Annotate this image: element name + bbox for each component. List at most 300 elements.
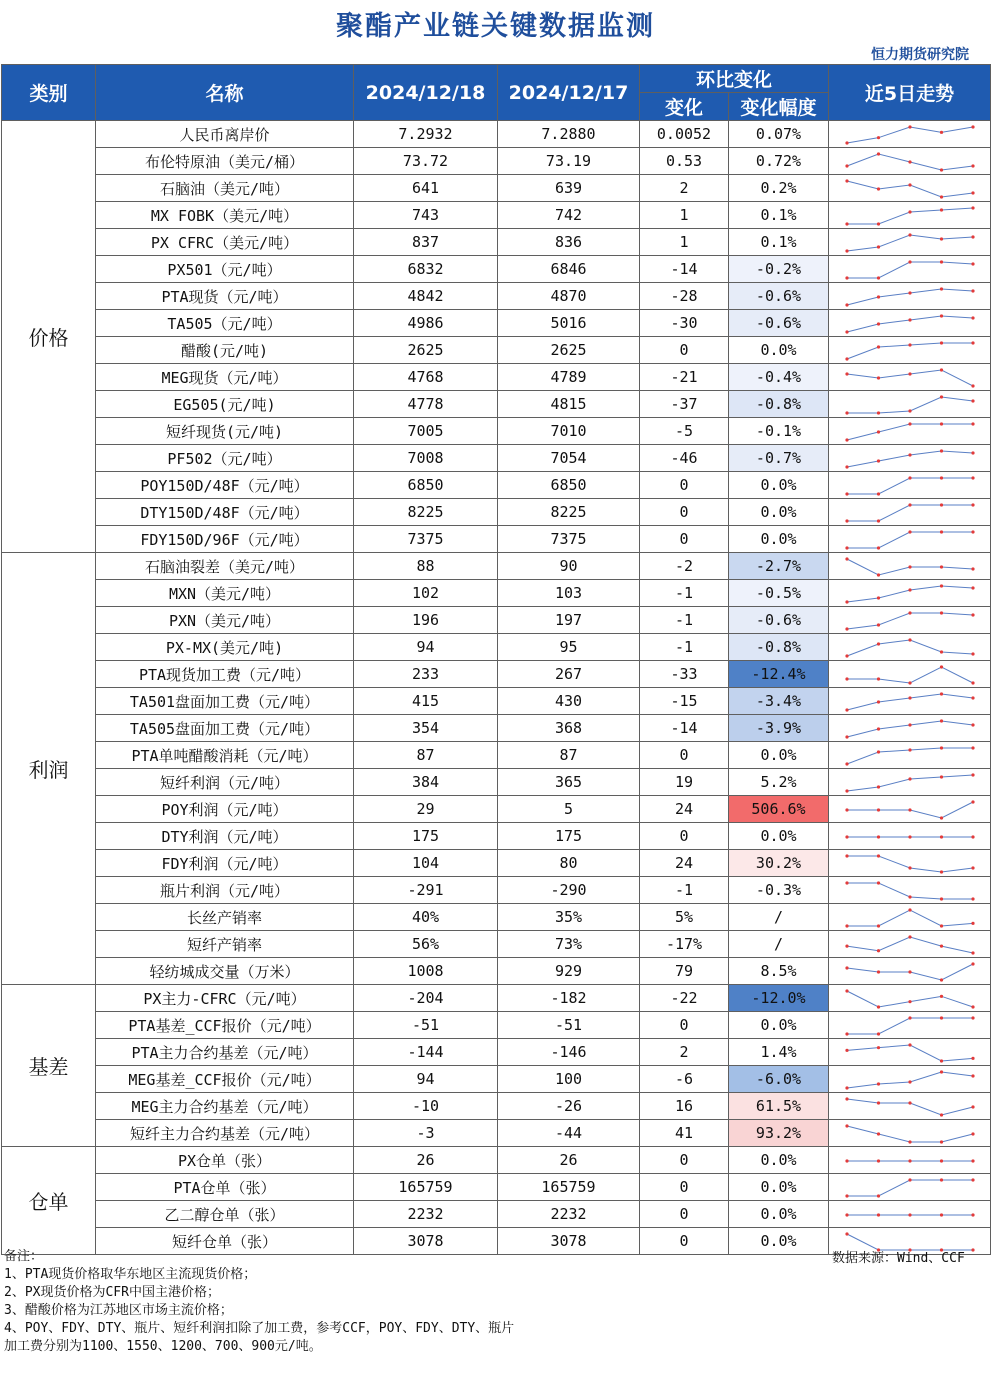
- table-row: [2, 526, 991, 553]
- name-cell: 短纤现货(元/吨): [96, 418, 354, 445]
- sparkline-point: [908, 160, 911, 163]
- sparkline-point: [845, 735, 848, 738]
- value-2024-12-17-cell: 197: [498, 607, 640, 634]
- value-2024-12-18-cell: 196: [354, 607, 498, 634]
- name-cell: FDY150D/96F（元/吨）: [96, 526, 354, 553]
- change-pct-cell: 0.1%: [729, 202, 829, 229]
- trend-cell: [829, 337, 991, 364]
- change-cell: 2: [640, 1039, 729, 1066]
- change-pct-cell: -0.6%: [729, 283, 829, 310]
- name-cell: PTA仓单（张）: [96, 1174, 354, 1201]
- change-pct-cell: 8.5%: [729, 958, 829, 985]
- sparkline-point: [971, 235, 974, 238]
- sparkline-point: [939, 897, 942, 900]
- table-row: [2, 121, 991, 148]
- trend-cell: [829, 553, 991, 580]
- sparkline-point: [908, 530, 911, 533]
- value-2024-12-18-cell: 415: [354, 688, 498, 715]
- sparkline-point: [876, 222, 879, 225]
- value-2024-12-18-cell: -144: [354, 1039, 498, 1066]
- table-row: [2, 823, 991, 850]
- sparkline-point: [971, 723, 974, 726]
- trend-cell: [829, 175, 991, 202]
- table-row: [2, 229, 991, 256]
- sparkline-point: [876, 573, 879, 576]
- sparkline: [844, 421, 976, 443]
- change-cell: -37: [640, 391, 729, 418]
- sparkline-point: [971, 1016, 974, 1019]
- trend-cell: [829, 688, 991, 715]
- value-2024-12-17-cell: 742: [498, 202, 640, 229]
- sparkline: [844, 1123, 976, 1145]
- sparkline-point: [939, 1070, 942, 1073]
- sparkline-line: [847, 1180, 973, 1196]
- sparkline-point: [908, 1080, 911, 1083]
- sparkline-point: [939, 835, 942, 838]
- sparkline-point: [908, 1178, 911, 1181]
- trend-cell: [829, 283, 991, 310]
- trend-cell: [829, 1120, 991, 1147]
- trend-cell: [829, 877, 991, 904]
- change-cell: -1: [640, 580, 729, 607]
- table-row: [2, 202, 991, 229]
- sparkline-point: [939, 395, 942, 398]
- sparkline-point: [876, 949, 879, 952]
- note-line: 备注：: [4, 1249, 44, 1264]
- value-2024-12-18-cell: 641: [354, 175, 498, 202]
- change-pct-cell: 0.0%: [729, 1147, 829, 1174]
- sparkline-point: [908, 183, 911, 186]
- name-cell: MEG基差_CCF报价（元/吨）: [96, 1066, 354, 1093]
- sparkline-point: [845, 1213, 848, 1216]
- sparkline-point: [939, 1140, 942, 1143]
- change-pct-cell: 0.72%: [729, 148, 829, 175]
- value-2024-12-17-cell: 4870: [498, 283, 640, 310]
- sparkline-point: [971, 951, 974, 954]
- sparkline-point: [876, 136, 879, 139]
- name-cell: 布伦特原油（美元/桶）: [96, 148, 354, 175]
- change-cell: 0: [640, 1228, 729, 1255]
- sparkline-point: [971, 316, 974, 319]
- value-2024-12-17-cell: 7010: [498, 418, 640, 445]
- table-row: [2, 850, 991, 877]
- table-row: [2, 391, 991, 418]
- sparkline-point: [908, 696, 911, 699]
- trend-cell: [829, 1039, 991, 1066]
- data-source: 数据来源：Wind、CCF: [832, 1251, 965, 1266]
- sparkline-point: [908, 1159, 911, 1162]
- value-2024-12-17-cell: 165759: [498, 1174, 640, 1201]
- trend-cell: [829, 958, 991, 985]
- value-2024-12-18-cell: 233: [354, 661, 498, 688]
- sparkline: [844, 961, 976, 983]
- name-cell: 乙二醇仓单（张）: [96, 1201, 354, 1228]
- sparkline: [844, 1150, 976, 1172]
- name-cell: PX主力-CFRC（元/吨）: [96, 985, 354, 1012]
- notes: [4, 1248, 514, 1356]
- value-2024-12-17-cell: 73%: [498, 931, 640, 958]
- sparkline-point: [908, 748, 911, 751]
- header-date1: 2024/12/18: [354, 65, 498, 121]
- sparkline: [844, 1069, 976, 1091]
- sparkline-point: [971, 1159, 974, 1162]
- trend-cell: [829, 1174, 991, 1201]
- sparkline-point: [876, 1082, 879, 1085]
- sparkline-point: [908, 210, 911, 213]
- sparkline-line: [847, 424, 973, 440]
- note-line: 4、POY、FDY、DTY、瓶片、短纤利润扣除了加工费，参考CCF，POY、FDY、DTY、瓶片: [4, 1321, 515, 1336]
- sparkline-point: [939, 584, 942, 587]
- sparkline-point: [971, 586, 974, 589]
- value-2024-12-18-cell: 6832: [354, 256, 498, 283]
- sparkline: [844, 718, 976, 740]
- change-pct-cell: /: [729, 904, 829, 931]
- table-row: [2, 310, 991, 337]
- sparkline: [844, 232, 976, 254]
- name-cell: 短纤仓单（张）: [96, 1228, 354, 1255]
- sparkline-point: [876, 854, 879, 857]
- sparkline-point: [971, 696, 974, 699]
- sparkline-line: [847, 181, 973, 197]
- value-2024-12-17-cell: 5016: [498, 310, 640, 337]
- value-2024-12-18-cell: 4986: [354, 310, 498, 337]
- change-pct-cell: -0.8%: [729, 391, 829, 418]
- sparkline-point: [845, 708, 848, 711]
- sparkline-point: [845, 330, 848, 333]
- trend-cell: [829, 580, 991, 607]
- header-change: 变化: [640, 93, 729, 121]
- value-2024-12-18-cell: 7005: [354, 418, 498, 445]
- trend-cell: [829, 256, 991, 283]
- sparkline-point: [908, 1043, 911, 1046]
- change-cell: -15: [640, 688, 729, 715]
- change-cell: 2: [640, 175, 729, 202]
- change-cell: 16: [640, 1093, 729, 1120]
- value-2024-12-17-cell: 90: [498, 553, 640, 580]
- value-2024-12-17-cell: -26: [498, 1093, 640, 1120]
- trend-cell: [829, 661, 991, 688]
- sparkline-point: [845, 1032, 848, 1035]
- sparkline-point: [876, 295, 879, 298]
- change-cell: 79: [640, 958, 729, 985]
- sparkline-point: [845, 789, 848, 792]
- sparkline-point: [845, 654, 848, 657]
- sparkline-point: [876, 411, 879, 414]
- sparkline: [844, 1204, 976, 1226]
- sparkline-point: [876, 492, 879, 495]
- sparkline-point: [939, 611, 942, 614]
- sparkline-point: [939, 1178, 942, 1181]
- name-cell: 轻纺城成交量（万米）: [96, 958, 354, 985]
- change-pct-cell: 0.07%: [729, 121, 829, 148]
- value-2024-12-17-cell: 365: [498, 769, 640, 796]
- sparkline-point: [939, 692, 942, 695]
- change-cell: 0: [640, 526, 729, 553]
- sparkline-point: [939, 746, 942, 749]
- sparkline-line: [847, 505, 973, 521]
- value-2024-12-17-cell: 368: [498, 715, 640, 742]
- change-pct-cell: 0.1%: [729, 229, 829, 256]
- name-cell: PX501（元/吨）: [96, 256, 354, 283]
- sparkline-point: [908, 260, 911, 263]
- sparkline-point: [845, 357, 848, 360]
- category-cell: 价格: [2, 121, 96, 553]
- sparkline-line: [847, 1234, 973, 1250]
- sparkline-point: [939, 195, 942, 198]
- sparkline-point: [971, 476, 974, 479]
- table-row: [2, 715, 991, 742]
- trend-cell: [829, 229, 991, 256]
- change-pct-cell: 0.0%: [729, 742, 829, 769]
- change-cell: 0: [640, 1147, 729, 1174]
- sparkline: [844, 664, 976, 686]
- change-pct-cell: -0.6%: [729, 607, 829, 634]
- sparkline-point: [845, 557, 848, 560]
- change-pct-cell: 0.0%: [729, 337, 829, 364]
- sparkline-point: [845, 989, 848, 992]
- sparkline-point: [876, 677, 879, 680]
- sparkline-point: [908, 777, 911, 780]
- sparkline-point: [876, 376, 879, 379]
- value-2024-12-18-cell: -51: [354, 1012, 498, 1039]
- sparkline-point: [939, 168, 942, 171]
- sparkline-point: [971, 1074, 974, 1077]
- table-row: [2, 148, 991, 175]
- change-cell: 0: [640, 337, 729, 364]
- header-name: 名称: [96, 65, 354, 121]
- table-row: [2, 580, 991, 607]
- sparkline-line: [847, 235, 973, 251]
- value-2024-12-17-cell: -146: [498, 1039, 640, 1066]
- table-row: [2, 1066, 991, 1093]
- change-pct-cell: -0.5%: [729, 580, 829, 607]
- change-pct-cell: -0.8%: [729, 634, 829, 661]
- sparkline-point: [876, 727, 879, 730]
- name-cell: DTY150D/48F（元/吨）: [96, 499, 354, 526]
- table-row: [2, 337, 991, 364]
- sparkline-point: [845, 966, 848, 969]
- change-pct-cell: -0.7%: [729, 445, 829, 472]
- change-pct-cell: 5.2%: [729, 769, 829, 796]
- sparkline-point: [876, 924, 879, 927]
- table-row: [2, 283, 991, 310]
- sparkline-point: [845, 945, 848, 948]
- sparkline-point: [845, 411, 848, 414]
- sparkline-point: [845, 924, 848, 927]
- sparkline-point: [908, 1140, 911, 1143]
- change-pct-cell: 0.0%: [729, 1012, 829, 1039]
- sparkline-point: [908, 935, 911, 938]
- trend-cell: [829, 823, 991, 850]
- sparkline-point: [971, 530, 974, 533]
- data-table: [1, 64, 991, 1255]
- change-pct-cell: -6.0%: [729, 1066, 829, 1093]
- sparkline-point: [908, 970, 911, 973]
- trend-cell: [829, 742, 991, 769]
- trend-cell: [829, 1066, 991, 1093]
- sparkline-point: [939, 314, 942, 317]
- value-2024-12-18-cell: 29: [354, 796, 498, 823]
- name-cell: 长丝产销率: [96, 904, 354, 931]
- sparkline-point: [876, 835, 879, 838]
- value-2024-12-17-cell: 95: [498, 634, 640, 661]
- sparkline-point: [845, 372, 848, 375]
- sparkline-point: [876, 808, 879, 811]
- change-cell: -1: [640, 607, 729, 634]
- trend-cell: [829, 418, 991, 445]
- change-cell: -28: [640, 283, 729, 310]
- sparkline-point: [971, 289, 974, 292]
- category-cell: 基差: [2, 985, 96, 1147]
- name-cell: PTA现货加工费（元/吨）: [96, 661, 354, 688]
- value-2024-12-17-cell: 267: [498, 661, 640, 688]
- sparkline-line: [847, 1072, 973, 1088]
- sparkline-point: [939, 503, 942, 506]
- sparkline-point: [939, 422, 942, 425]
- sparkline-point: [939, 945, 942, 948]
- sparkline-point: [908, 895, 911, 898]
- value-2024-12-17-cell: 836: [498, 229, 640, 256]
- sparkline-point: [876, 345, 879, 348]
- page-title: 聚酯产业链关键数据监测: [336, 11, 655, 42]
- sparkline: [844, 178, 976, 200]
- sparkline-point: [845, 1049, 848, 1052]
- trend-cell: [829, 931, 991, 958]
- name-cell: PTA主力合约基差（元/吨）: [96, 1039, 354, 1066]
- table-row: [2, 985, 991, 1012]
- change-cell: -14: [640, 256, 729, 283]
- sparkline-point: [939, 719, 942, 722]
- change-cell: -6: [640, 1066, 729, 1093]
- trend-cell: [829, 796, 991, 823]
- value-2024-12-17-cell: -290: [498, 877, 640, 904]
- name-cell: PF502（元/吨）: [96, 445, 354, 472]
- table-row: [2, 688, 991, 715]
- value-2024-12-18-cell: 7.2932: [354, 121, 498, 148]
- trend-cell: [829, 364, 991, 391]
- sparkline: [844, 826, 976, 848]
- table-row: [2, 796, 991, 823]
- name-cell: 醋酸(元/吨): [96, 337, 354, 364]
- value-2024-12-18-cell: 1008: [354, 958, 498, 985]
- note-line: 3、醋酸价格为江苏地区市场主流价格；: [4, 1303, 233, 1318]
- value-2024-12-17-cell: 6846: [498, 256, 640, 283]
- value-2024-12-18-cell: 94: [354, 634, 498, 661]
- sparkline: [844, 1177, 976, 1199]
- sparkline-point: [971, 341, 974, 344]
- category-cell: 仓单: [2, 1147, 96, 1255]
- sparkline: [844, 448, 976, 470]
- sparkline-point: [939, 995, 942, 998]
- trend-cell: [829, 391, 991, 418]
- sparkline-point: [939, 131, 942, 134]
- value-2024-12-17-cell: 3078: [498, 1228, 640, 1255]
- sparkline: [844, 772, 976, 794]
- value-2024-12-18-cell: -3: [354, 1120, 498, 1147]
- value-2024-12-17-cell: 2625: [498, 337, 640, 364]
- value-2024-12-18-cell: 4842: [354, 283, 498, 310]
- name-cell: 石脑油（美元/吨）: [96, 175, 354, 202]
- table-row: [2, 769, 991, 796]
- value-2024-12-17-cell: 4815: [498, 391, 640, 418]
- table-row: [2, 499, 991, 526]
- value-2024-12-18-cell: 7008: [354, 445, 498, 472]
- sparkline-point: [845, 881, 848, 884]
- change-pct-cell: /: [729, 931, 829, 958]
- name-cell: PXN（美元/吨）: [96, 607, 354, 634]
- table-row: [2, 1120, 991, 1147]
- sparkline-point: [908, 125, 911, 128]
- sparkline-point: [939, 287, 942, 290]
- sparkline-point: [908, 372, 911, 375]
- sparkline-point: [939, 1016, 942, 1019]
- sparkline-point: [908, 291, 911, 294]
- sparkline-point: [845, 1124, 848, 1127]
- sparkline: [844, 286, 976, 308]
- value-2024-12-18-cell: 8225: [354, 499, 498, 526]
- value-2024-12-18-cell: 73.72: [354, 148, 498, 175]
- sparkline-point: [939, 1159, 942, 1162]
- sparkline-point: [939, 260, 942, 263]
- change-cell: -21: [640, 364, 729, 391]
- name-cell: FDY利润（元/吨）: [96, 850, 354, 877]
- trend-cell: [829, 445, 991, 472]
- sparkline-point: [971, 399, 974, 402]
- sparkline-point: [971, 1005, 974, 1008]
- value-2024-12-18-cell: -10: [354, 1093, 498, 1120]
- value-2024-12-17-cell: 175: [498, 823, 640, 850]
- change-cell: -22: [640, 985, 729, 1012]
- sparkline-point: [971, 125, 974, 128]
- sparkline-point: [971, 835, 974, 838]
- change-cell: -5: [640, 418, 729, 445]
- sparkline-point: [876, 750, 879, 753]
- sparkline: [844, 124, 976, 146]
- sparkline-line: [847, 991, 973, 1007]
- sparkline-point: [908, 476, 911, 479]
- name-cell: DTY利润（元/吨）: [96, 823, 354, 850]
- sparkline-point: [876, 596, 879, 599]
- table-row: [2, 445, 991, 472]
- value-2024-12-18-cell: 4778: [354, 391, 498, 418]
- sparkline-point: [845, 141, 848, 144]
- trend-cell: [829, 715, 991, 742]
- sparkline-point: [939, 237, 942, 240]
- sparkline-point: [876, 700, 879, 703]
- sparkline-point: [876, 430, 879, 433]
- sparkline-point: [845, 438, 848, 441]
- value-2024-12-17-cell: 26: [498, 1147, 640, 1174]
- change-cell: 1: [640, 229, 729, 256]
- sparkline-point: [971, 422, 974, 425]
- sparkline-point: [971, 897, 974, 900]
- sparkline-point: [971, 1178, 974, 1181]
- sparkline-point: [908, 588, 911, 591]
- sparkline-point: [971, 613, 974, 616]
- sparkline: [844, 259, 976, 281]
- change-pct-cell: 0.0%: [729, 1174, 829, 1201]
- header-change-pct: 变化幅度: [729, 93, 829, 121]
- trend-cell: [829, 121, 991, 148]
- sparkline-point: [876, 276, 879, 279]
- table-row: [2, 634, 991, 661]
- sparkline-point: [971, 384, 974, 387]
- sparkline: [844, 988, 976, 1010]
- value-2024-12-18-cell: -291: [354, 877, 498, 904]
- sparkline-point: [939, 530, 942, 533]
- sparkline-point: [845, 519, 848, 522]
- sparkline-point: [939, 924, 942, 927]
